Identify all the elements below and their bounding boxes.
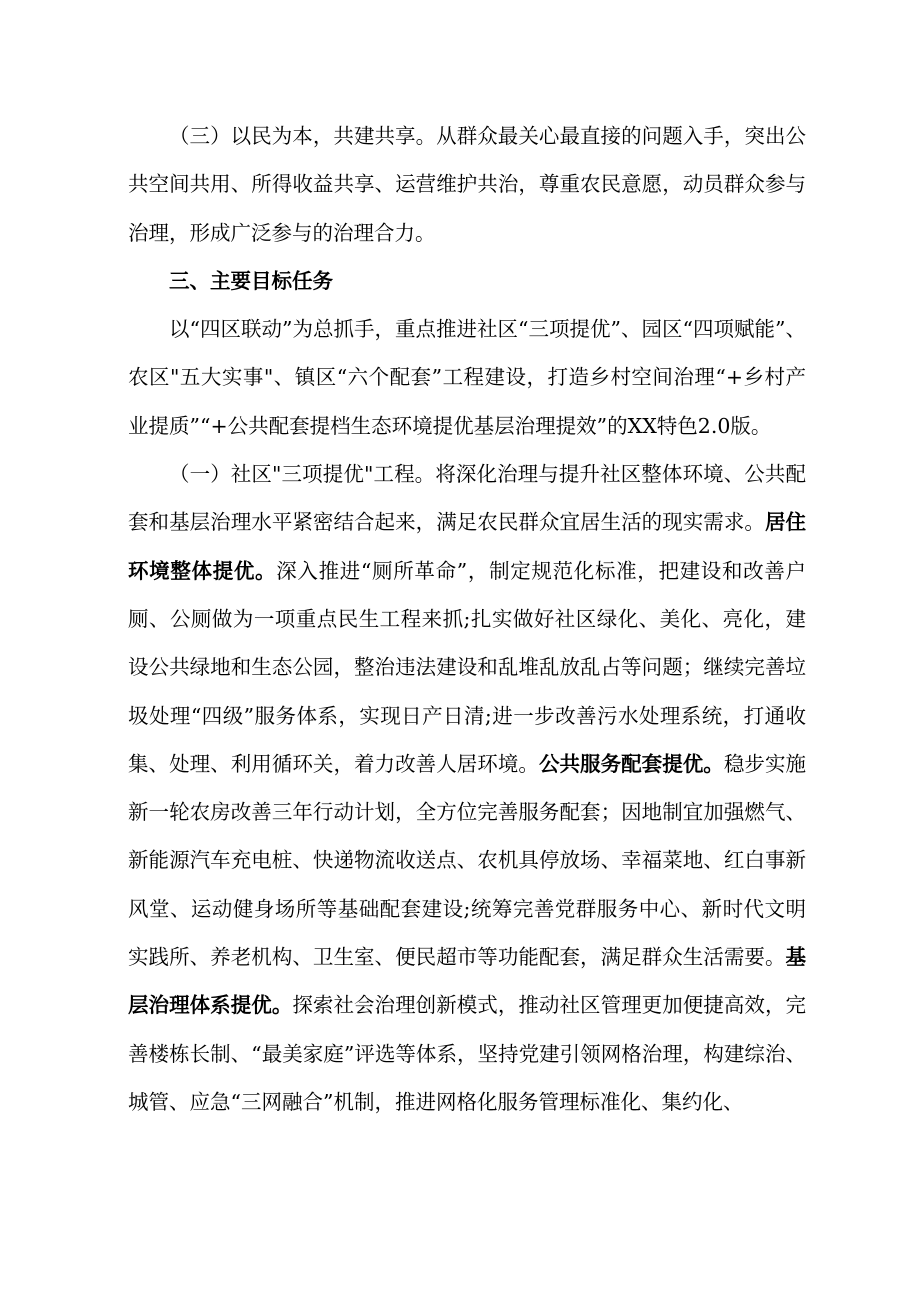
text-run: 稳步实施新一轮农房改善三年行动计划，全方位完善服务配套；因地制宜加强燃气、新能源汽车充电桩、快递物流收送点、农机具停放场、幸福菜地、红白事新风堂、运动健身场所等基础配套建设;统筹完善党群服务中心、新时代文明实践所、养老机构、卫生室、便民超市等功能配套，满足群众生活需要。	[128, 751, 806, 970]
text-run: （三）以民为本，共建共享。从群众最关心最直接的问题入手，突出公共空间共用、所得收益共享、运营维护共治，尊重农民意愿，动员群众参与治理，形成广泛参与的治理合力。	[128, 124, 806, 245]
paragraph-overview	[128, 305, 806, 450]
text-run: 以“四区联动”为总抓手，重点推进社区“三项提优”、园区“四项赋能”、农区"五大实事"、镇区“六个配套”工程建设，打造乡村空间治理“+乡村产业提质”“+公共配套提档生态环境提优基层治理提效”的XX特色2.0版。	[128, 317, 806, 438]
paragraph-community-project	[128, 450, 806, 1126]
bold-text-run: 公共服务配套提优。	[538, 751, 724, 776]
bold-text-run: 三、主要目标任务	[169, 268, 333, 293]
text-run: 深入推进“厕所革命”，制定规范化标准，把建设和改善户厕、公厕做为一项重点民生工程来抓;扎实做好社区绿化、美化、亮化，建设公共绿地和生态公园，整治违法建设和乱堆乱放乱占等问题；继续完善垃圾处理“四级”服务体系，实现日产日清;进一步改善污水处理系统，打通收集、处理、利用循环关，着力改善人居环境。	[128, 558, 806, 776]
text-run: （一）社区"三项提优"工程。将深化治理与提升社区整体环境、公共配套和基层治理水平紧密结合起来，满足农民群众宜居生活的现实需求。	[128, 462, 806, 535]
paragraph-principle-3	[128, 112, 806, 257]
section-heading	[128, 257, 806, 305]
bold-text-run: 基层治理体系提优。	[128, 945, 806, 1018]
bold-text-run: 居住环境整体提优。	[128, 510, 806, 583]
text-run: 探索社会治理创新模式，推动社区管理更加便捷高效，完善楼栋长制、“最美家庭”评选等体系，坚持党建引领网格治理，构建综治、城管、应急“三网融合”机制，推进网格化服务管理标准化、集约化、	[128, 993, 806, 1114]
